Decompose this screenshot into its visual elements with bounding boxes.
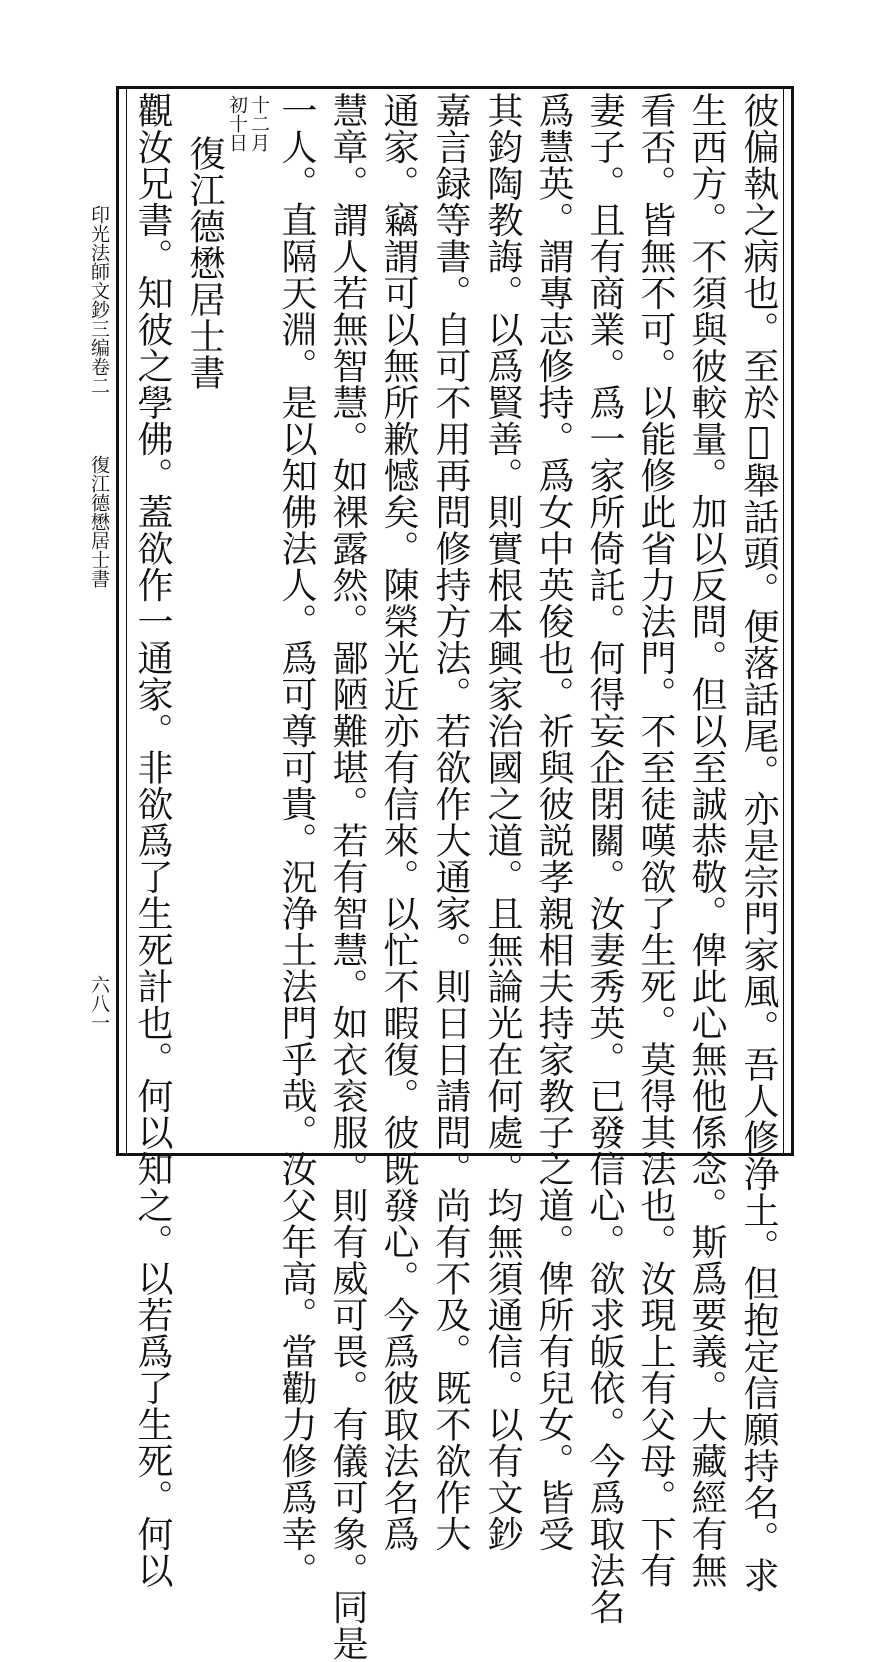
text-column-10: 一人。直隔天淵。是以知佛法人。爲可尊可貴。況浄土法門乎哉。汝父年高。當勸力修爲幸。 <box>276 92 317 1589</box>
text-column-5: 爲慧英。謂專志修持。爲女中英俊也。祈與彼説孝親相夫持家教子之道。俾所有兒女。皆受 <box>533 92 574 1552</box>
text-column-1: 彼偏執之病也。至於􏰀舉話頭。便落話尾。亦是宗門家風。吾人修浄土。但抱定信願持名。求 <box>738 92 779 1594</box>
letter-title: 復江德懋居士書 <box>184 135 225 391</box>
text-column-8: 通家。竊謂可以無所歉憾矣。陳榮光近亦有信來。以忙不暇復。彼既發心。今爲彼取法名爲 <box>378 92 419 1552</box>
text-column-4: 妻子。且有商業。爲一家所倚託。何得妄企閉關。汝妻秀英。已發信心。欲求皈依。今爲取法名 <box>584 92 625 1625</box>
text-column-3: 看否。皆無不可。以能修此省力法門。不至徒嘆欲了生死。莫得其法也。汝現上有父母。下有 <box>635 92 676 1589</box>
text-column-9: 慧章。謂人若無智慧。如裸露然。鄙陋難堪。若有智慧。如衣衮服。則有威可畏。有儀可象。同是 <box>327 92 368 1662</box>
text-column-6: 其鈞陶教誨。以爲賢善。則實根本興家治國之道。且無論光在何處。均無須通信。以有文鈔 <box>482 92 523 1552</box>
date-line-2: 初十日 <box>226 95 248 152</box>
text-column-7: 嘉言録等書。自可不用再問修持方法。若欲作大通家。則日日請問。尚有不及。既不欲作大 <box>430 92 471 1552</box>
page-number: 六八一 <box>88 975 110 1032</box>
text-column-2: 生西方。不須與彼較量。加以反問。但以至誠恭敬。俾此心無他係念。斯爲要義。大藏經有無 <box>686 92 727 1589</box>
section-title: 復江德懋居士書 <box>88 455 110 588</box>
book-title: 印光法師文鈔三编卷二 <box>88 205 110 395</box>
text-column-11: 觀汝兄書。知彼之學佛。蓋欲作一通家。非欲爲了生死計也。何以知之。以若爲了生死。何以 <box>132 92 173 1589</box>
date-line-1: 十二月 <box>248 95 270 152</box>
